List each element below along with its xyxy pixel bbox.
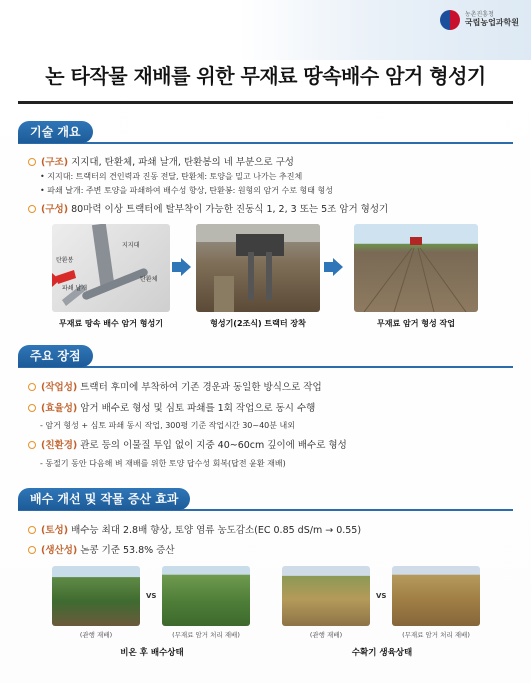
section-rule (18, 366, 513, 368)
bullet-icon (28, 158, 36, 166)
field-work-photo (354, 224, 478, 312)
effect-item-productivity (28, 544, 517, 558)
compare-label: (무재료 암거 처리 재배) (402, 631, 470, 639)
item-tag: (구성) (41, 204, 69, 215)
overview-item-structure (28, 156, 517, 170)
item-tag: (생산성) (41, 545, 78, 556)
item-text: 암거 배수로 형성 및 심토 파쇄를 1회 작업으로 동시 수행 (77, 403, 316, 414)
org-main-label: 국립농업과학원 (464, 17, 519, 27)
label-support: 지지대 (122, 242, 140, 249)
item-text: 배수능 최대 2.8배 향상, 토양 염류 농도감소(EC 0.85 dS/m → 0.55) (68, 525, 362, 536)
caption-harvest-growth: 수확기 생육상태 (351, 648, 413, 658)
caption-field-work: 무재료 암거 형성 작업 (377, 319, 455, 328)
device-illustration (52, 224, 170, 312)
item-tag: (구조) (41, 157, 69, 168)
item-tag: (작업성) (41, 382, 78, 393)
vs-label: VS (146, 592, 157, 600)
section-advantages-header (18, 345, 513, 367)
org-logo (440, 10, 519, 30)
item-text: 80마력 이상 트랙터에 탈부착이 가능한 진동식 1, 2, 3 또는 5조 암거 형성기 (68, 204, 389, 215)
page-title: 논 타작물 재배를 위한 무재료 땅속배수 암거 형성기 (45, 64, 486, 88)
overview-sub-1: • 지지대: 트랙터의 견인력과 진동 전달, 탄환체: 토양을 밀고 나가는 추진체 (40, 172, 303, 181)
item-text: 논콩 기준 53.8% 증산 (77, 545, 175, 556)
compare-label: (관행 재배) (79, 631, 113, 639)
bullet-icon (28, 404, 36, 412)
compare-photo-growth-treated (392, 566, 480, 626)
adv-item-eco (28, 439, 517, 453)
device-photo (52, 224, 170, 312)
bullet-icon (28, 441, 36, 449)
section-rule (18, 142, 513, 144)
label-crush-wing: 파쇄 날개 (62, 285, 88, 292)
label-bullet-body: 탄환체 (140, 276, 158, 283)
bullet-icon (28, 205, 36, 213)
item-text: 관로 등의 이물질 투입 없이 지중 40~60cm 깊이에 배수로 형성 (77, 440, 347, 451)
adv-sub-1: - 암거 형성 + 심토 파쇄 동시 작업, 300평 기준 작업시간 30~40분 내외 (40, 421, 295, 430)
item-tag: (효율성) (41, 403, 78, 414)
tractor-mount-photo (196, 224, 320, 312)
title-divider (18, 101, 513, 104)
overview-item-composition (28, 203, 517, 217)
compare-photo-drain-conventional (52, 566, 140, 626)
label-bullet-rod: 탄환봉 (56, 257, 74, 264)
item-text: 트랙터 후미에 부착하여 기존 경운과 동일한 방식으로 작업 (77, 382, 322, 393)
item-tag: (토성) (41, 525, 69, 536)
adv-sub-2: - 동절기 동안 다음해 벼 재배를 위한 토양 답수성 회복(답전 윤환 재배) (40, 459, 286, 468)
compare-photo-drain-treated (162, 566, 250, 626)
adv-item-efficiency (28, 402, 517, 416)
vs-label: VS (376, 592, 387, 600)
compare-photo-growth-conventional (282, 566, 370, 626)
effect-item-soil (28, 524, 517, 538)
taegeuk-logo-icon (440, 10, 460, 30)
bullet-icon (28, 546, 36, 554)
section-overview-title: 기술 개요 (18, 121, 93, 143)
caption-tractor-mount: 형성기(2조식) 트랙터 장착 (210, 319, 306, 328)
bullet-icon (28, 383, 36, 391)
item-tag: (친환경) (41, 440, 78, 451)
caption-device: 무재료 땅속 배수 암거 형성기 (59, 319, 163, 328)
section-advantages-title: 주요 장점 (18, 345, 93, 367)
adv-item-workability (28, 381, 517, 395)
caption-drain-after-rain: 비온 후 배수상태 (120, 648, 184, 658)
compare-label: (무재료 암거 처리 재배) (172, 631, 240, 639)
item-text: 지지대, 탄환체, 파쇄 날개, 탄환봉의 네 부분으로 구성 (68, 157, 294, 168)
section-effects-title: 배수 개선 및 작물 증산 효과 (18, 488, 190, 510)
compare-label: (관행 재배) (309, 631, 343, 639)
overview-sub-2: • 파쇄 날개: 주변 토양을 파쇄하여 배수성 향상, 탄환봉: 원형의 암거 수로 형태 형성 (40, 186, 334, 195)
org-small-label: 농촌진흥청 (464, 11, 494, 19)
header-band (0, 0, 531, 60)
section-overview-header (18, 121, 513, 143)
bullet-icon (28, 526, 36, 534)
section-effects-header (18, 488, 513, 510)
